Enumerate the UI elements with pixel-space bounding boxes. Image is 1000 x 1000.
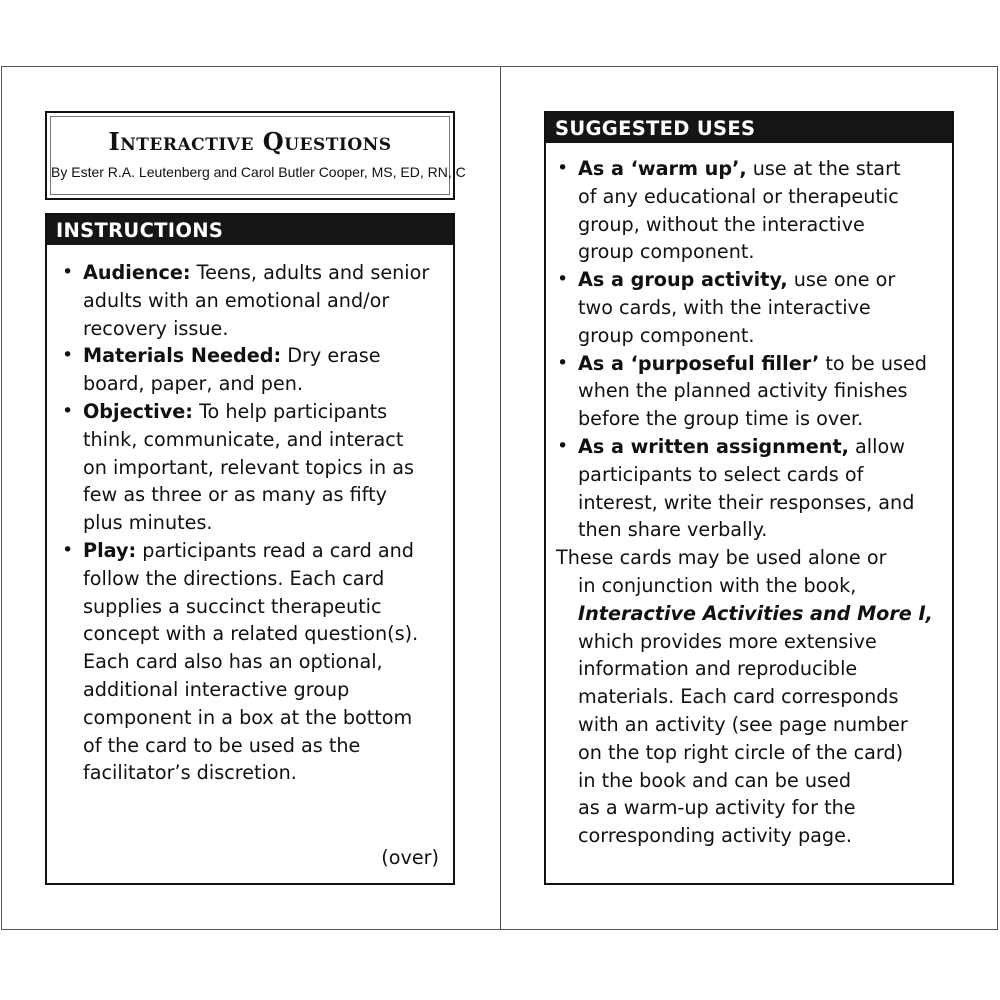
use-item-purposeful-filler bbox=[556, 350, 952, 433]
item-text: To help participants bbox=[192, 399, 388, 423]
instructions-list bbox=[47, 245, 453, 787]
instruction-item-play bbox=[61, 537, 453, 787]
authors-byline: By Ester R.A. Leutenberg and Carol Butler Cooper, MS, ED, RN, C bbox=[51, 164, 466, 180]
item-line: group, without the interactive bbox=[578, 212, 865, 236]
paragraph-line: information and reproducible bbox=[578, 657, 858, 681]
item-line: board, paper, and pen. bbox=[83, 372, 304, 396]
item-text: participants read a card and bbox=[136, 538, 414, 562]
paragraph-line: These cards may be used alone or bbox=[556, 546, 887, 570]
item-line: before the group time is over. bbox=[578, 407, 864, 431]
item-line: interest, write their responses, and bbox=[578, 490, 915, 514]
paragraph-line: in the book and can be used bbox=[578, 768, 852, 792]
item-line: additional interactive group bbox=[83, 677, 350, 701]
bullet-icon: • bbox=[62, 261, 74, 283]
paragraph-line: as a warm-up activity for the bbox=[578, 796, 856, 820]
use-item-warm-up bbox=[556, 155, 952, 266]
bullet-icon: • bbox=[557, 268, 569, 291]
item-line: group component. bbox=[578, 323, 755, 347]
item-label: Materials Needed: bbox=[83, 344, 282, 368]
item-first-line bbox=[83, 398, 453, 426]
item-line: of any educational or therapeutic bbox=[578, 184, 899, 208]
suggested-uses-list bbox=[546, 143, 952, 850]
item-label: As a group activity, bbox=[578, 268, 788, 292]
instruction-item-audience bbox=[61, 259, 453, 342]
paragraph-line: in conjunction with the book, bbox=[578, 573, 857, 597]
item-text: allow bbox=[848, 434, 905, 458]
item-line: Each card also has an optional, bbox=[83, 650, 383, 674]
paragraph-line: materials. Each card corresponds bbox=[578, 685, 899, 709]
item-first-line bbox=[83, 342, 453, 370]
bullet-icon: • bbox=[557, 434, 569, 457]
bullet-icon: • bbox=[62, 538, 74, 561]
item-first-line bbox=[83, 537, 453, 565]
item-line: follow the directions. Each card bbox=[83, 566, 385, 590]
paragraph-line: with an activity (see page number bbox=[578, 712, 908, 736]
item-line: then share verbally. bbox=[578, 518, 768, 542]
card-title: Interactive Questions bbox=[108, 127, 392, 156]
title-box-inner bbox=[50, 116, 466, 195]
item-label: As a ‘warm up’, bbox=[578, 157, 747, 180]
instruction-item-objective bbox=[61, 398, 453, 537]
item-text: use one or bbox=[787, 268, 896, 292]
fold-line bbox=[500, 66, 501, 930]
item-text: Teens, adults and senior bbox=[190, 261, 430, 284]
item-line: group component. bbox=[578, 240, 755, 264]
use-item-group-activity bbox=[556, 266, 952, 349]
item-line: few as three or as many as fifty bbox=[83, 483, 387, 507]
item-text: to be used bbox=[819, 351, 927, 375]
item-line: of the card to be used as the bbox=[83, 733, 361, 757]
item-first-line bbox=[578, 433, 952, 461]
book-paragraph bbox=[556, 544, 952, 850]
bullet-icon: • bbox=[557, 351, 569, 374]
bullet-icon: • bbox=[62, 399, 74, 422]
item-line: participants to select cards of bbox=[578, 462, 864, 486]
bullet-icon: • bbox=[62, 344, 74, 367]
item-line: think, communicate, and interact bbox=[83, 427, 404, 451]
item-line: when the planned activity finishes bbox=[578, 379, 908, 403]
item-line: plus minutes. bbox=[83, 511, 213, 535]
book-title: Interactive Activities and More I, bbox=[578, 601, 933, 625]
item-line: facilitator’s discretion. bbox=[83, 761, 297, 785]
instruction-item-materials bbox=[61, 342, 453, 398]
instructions-heading: INSTRUCTIONS bbox=[47, 215, 453, 245]
item-first-line bbox=[578, 350, 952, 378]
item-first-line bbox=[578, 155, 952, 183]
item-text: Dry erase bbox=[281, 344, 381, 368]
bullet-icon: • bbox=[557, 157, 569, 179]
item-line: supplies a succinct therapeutic bbox=[83, 594, 382, 618]
item-first-line bbox=[83, 259, 453, 287]
item-label: As a ‘purposeful filler’ bbox=[578, 351, 820, 375]
item-line: component in a box at the bottom bbox=[83, 705, 413, 729]
item-line: concept with a related question(s). bbox=[83, 622, 419, 646]
suggested-uses-card bbox=[544, 111, 954, 885]
over-note: (over) bbox=[381, 846, 439, 869]
item-label: As a written assignment, bbox=[578, 434, 849, 458]
item-first-line bbox=[578, 266, 952, 294]
item-line: two cards, with the interactive bbox=[578, 295, 871, 319]
item-label: Play: bbox=[83, 538, 137, 562]
paragraph-line bbox=[556, 600, 952, 628]
instructions-card bbox=[45, 213, 455, 885]
item-text: use at the start bbox=[746, 157, 901, 180]
title-box bbox=[45, 111, 466, 200]
paragraph-line: corresponding activity page. bbox=[578, 824, 852, 848]
item-line: recovery issue. bbox=[83, 316, 229, 340]
use-item-written-assignment bbox=[556, 433, 952, 544]
item-label: Audience: bbox=[83, 261, 191, 284]
paragraph-line: on the top right circle of the card) bbox=[578, 740, 904, 764]
paragraph-line: which provides more extensive bbox=[578, 629, 877, 653]
item-label: Objective: bbox=[83, 399, 193, 423]
item-line: adults with an emotional and/or bbox=[83, 288, 390, 312]
item-line: on important, relevant topics in as bbox=[83, 455, 415, 479]
suggested-uses-heading: SUGGESTED USES bbox=[546, 113, 952, 143]
